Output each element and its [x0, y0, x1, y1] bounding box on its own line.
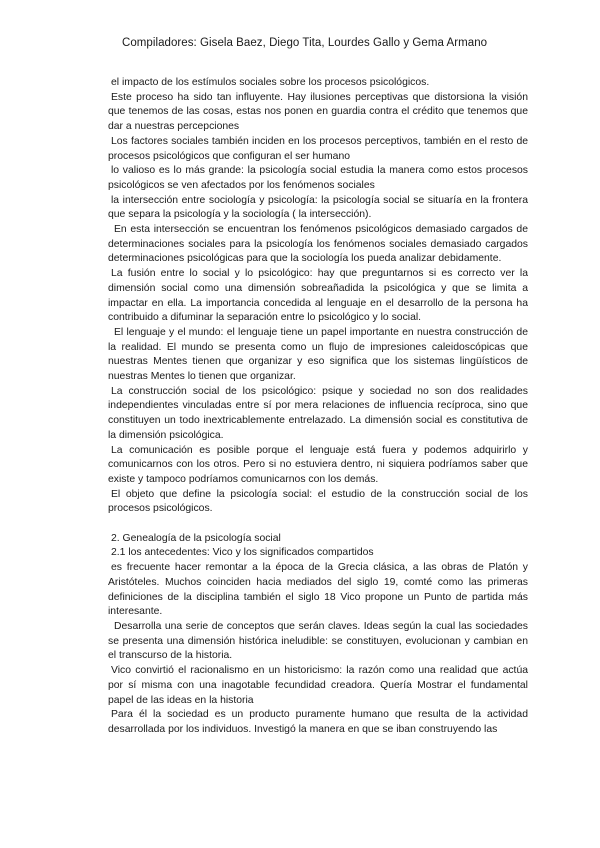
paragraph: Este proceso ha sido tan influyente. Hay ilusiones perceptivas que distorsiona la visión que tenemos de las cosas, estas nos ponen en guardia contra el crédito que tenemos que dar a nuestras percepciones [108, 91, 528, 133]
paragraph: La construcción social de los psicológico: psique y sociedad no son dos realidades independientes vinculadas entre sí por mera relaciones de influencia recíproca, sino que constituyen un todo inextricablemente entrelazado. La dimensión social es constitutiva de la dimensión psicológica. [108, 385, 528, 441]
paragraph: el impacto de los estímulos sociales sobre los procesos psicológicos. [111, 77, 430, 88]
document-body [108, 76, 528, 738]
paragraph: El lenguaje y el mundo: el lenguaje tiene un papel importante en nuestra construcción de la realidad. El mundo se presenta como un flujo de impresiones caleidoscópicas que nuestras Mentes tienen que organizar y eso significa que los sistemas lingüísticos de nuestras Mentes lo tienen que organizar. [108, 326, 528, 383]
paragraph: La comunicación es posible porque el lenguaje está fuera y podemos adquirirlo y comunicarnos con los otros. Pero si no estuviera dentro, ni siquiera podríamos saber que existe y tampoco podríamos comunicarnos con los demás. [108, 444, 528, 485]
paragraph: Vico convirtió el racionalismo en un historicismo: la razón como una realidad que actúa por sí misma con una inagotable fecundidad creadora. Quería Mostrar el fundamental papel de las ideas en la historia [108, 665, 528, 706]
paragraph: La fusión entre lo social y lo psicológico: hay que preguntarnos si es correcto ver la dimensión social como una dimensión sobreañadida la psicológica y que se limita a impactar en ella. La importancia concedida al lenguaje en el desarrollo de la persona ha contribuido a difuminar la separación entre lo psicológico y lo social. [108, 268, 528, 324]
page-header: Compiladores: Gisela Baez, Diego Tita, Lourdes Gallo y Gema Armano [122, 37, 488, 49]
section-spacer [108, 517, 528, 532]
paragraph: En esta intersección se encuentran los fenómenos psicológicos demasiado cargados de determinaciones sociales para la psicología los fenómenos sociales demasiado cargados determinaciones psicológicas para que la sociología los pueda analizar debidamente. [108, 224, 528, 265]
paragraph: lo valioso es lo más grande: la psicología social estudia la manera como estos procesos psicológicos se ven afectados por los fenómenos sociales [108, 165, 528, 191]
paragraph: Para él la sociedad es un producto puramente humano que resulta de la actividad desarrollada por los individuos. Investigó la manera en que se iban construyendo las [108, 709, 528, 735]
paragraph: Los factores sociales también inciden en los procesos perceptivos, también en el resto de procesos psicológicos que configuran el ser humano [108, 135, 528, 162]
paragraph: la intersección entre sociología y psicología: la psicología social se situaría en la frontera que separa la psicología y la sociología ( la intersección). [108, 194, 528, 221]
paragraph: es frecuente hacer remontar a la época de la Grecia clásica, a las obras de Platón y Aristóteles. Muchos coinciden hacia mediados del siglo 19, comté como las primeras definiciones de la disciplina también el siglo 18 Vico propone un Punto de partida más interesante. [108, 562, 528, 618]
section-subheading: 2.1 los antecedentes: Vico y los significados compartidos [111, 547, 374, 559]
paragraph: Desarrolla una serie de conceptos que serán claves. Ideas según la cual las sociedades se presenta una dimensión histórica ineludible: se constituyen, evolucionan y cambian en el transcurso de la historia. [108, 621, 528, 662]
section-heading: 2. Genealogía de la psicología social [111, 532, 281, 544]
paragraph: El objeto que define la psicología social: el estudio de la construcción social de los procesos psicológicos. [108, 488, 528, 515]
